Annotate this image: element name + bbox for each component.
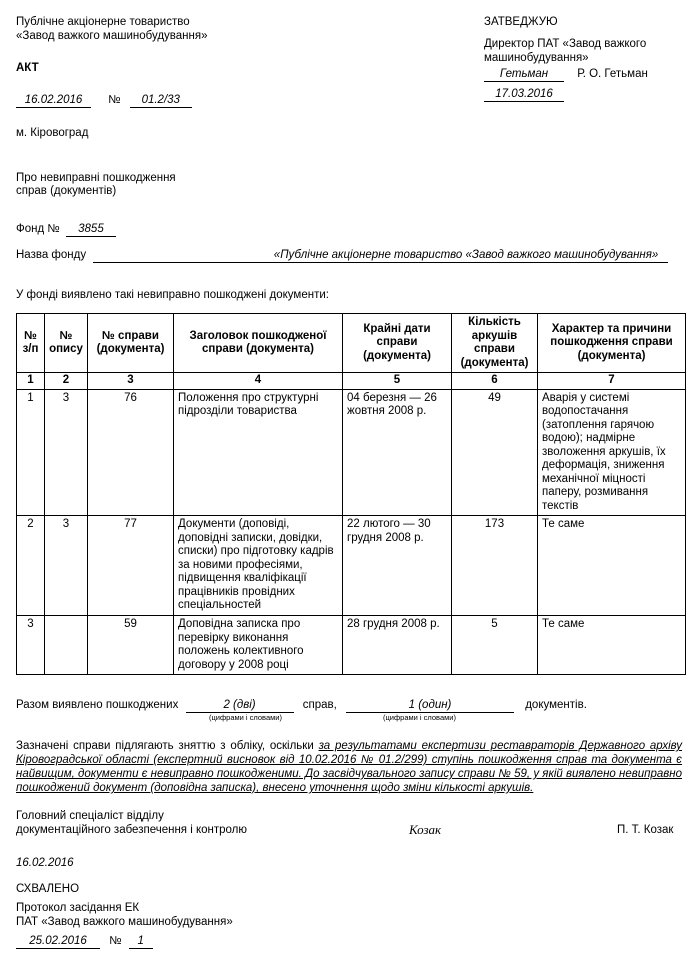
row-damage: Аварія у системі водопостачання (затоплення гарячою водою); надмірне зволоження аркушів, їх деформація, зниження механічної міцності паперу, розмивання текстів (538, 389, 686, 516)
signer-date: 16.02.2016 (16, 857, 74, 869)
table-row (17, 616, 686, 675)
row-inventory: 3 (45, 389, 88, 516)
approved-number: 1 (129, 935, 153, 949)
row-sheets: 5 (452, 616, 538, 675)
doc-type: АКТ (16, 62, 39, 74)
row-dates: 28 грудня 2008 р. (343, 616, 452, 675)
approved-title: СХВАЛЕНО (16, 883, 80, 895)
approval-title: ЗАТВЕДЖУЮ (484, 16, 558, 28)
table-row (17, 389, 686, 516)
row-damage: Те саме (538, 516, 686, 616)
col-number: 7 (538, 373, 686, 390)
approval-date: 17.03.2016 (484, 88, 564, 102)
total-line (16, 699, 587, 713)
total-docs-word: документів. (525, 699, 587, 711)
col-number: 5 (343, 373, 452, 390)
approved-date-number (16, 935, 153, 949)
city: м. Кіровоград (16, 127, 89, 139)
signer-signature: Козак (409, 822, 442, 837)
removal-paragraph (16, 739, 682, 795)
row-inventory (45, 616, 88, 675)
header-case: № справи (документа) (88, 314, 174, 373)
row-sheets: 49 (452, 389, 538, 516)
header-damage: Характер та причини пошкодження справи (документа) (538, 314, 686, 373)
total-cases-hint: (цифрами і словами) (209, 713, 282, 722)
col-number: 4 (174, 373, 343, 390)
removal-text: Зазначені справи підлягають зняттю з обліку, оскільки (16, 740, 314, 752)
intro-text: У фонді виявлено такі невиправно пошкоджені документи: (16, 289, 329, 301)
approved-line2: ПАТ «Завод важкого машинобудування» (16, 916, 233, 928)
number-label: № (108, 94, 121, 106)
table-row (17, 516, 686, 616)
approved-number-label: № (109, 935, 122, 947)
row-no: 1 (17, 389, 45, 516)
table-header-row (17, 314, 686, 373)
header-sheets: Кількість аркушів справи (документа) (452, 314, 538, 373)
signer-position-line1: Головний спеціаліст відділу (16, 810, 164, 822)
removal-reason: за результатами експертизи реставраторів Державного архіву Кіровоградської області (експертний висновок від 10.02.2016 № 01.2/299) ступінь пошкодження справ та документа є найвищим, документи є невиправно пошкодженими. До засвідчувального запису справи № 59, у якій виявлено невиправно пошкоджений документ (доповідна записка), внесено уточнення щодо зміни кількості аркушів. (16, 740, 682, 794)
header-title: Заголовок пошкодженої справи (документа) (174, 314, 343, 373)
signer-position-line2: документаційного забезпечення і контролю (16, 824, 248, 836)
subject-line2: справ (документів) (16, 185, 117, 197)
org-name-line2: «Завод важкого машинобудування» (16, 30, 208, 42)
total-cases-word: справ, (302, 699, 337, 711)
approval-name: Р. О. Гетьман (577, 68, 648, 80)
doc-number: 01.2/33 (130, 94, 192, 108)
total-docs: 1 (один) (346, 699, 514, 713)
row-dates: 04 березня — 26 жовтня 2008 р. (343, 389, 452, 516)
doc-date-number (16, 94, 192, 108)
fund-name-label: Назва фонду (16, 249, 87, 261)
fund-name: «Публічне акціонерне товариство «Завод важкого машинобудування» (93, 249, 668, 263)
approval-date-line (484, 88, 564, 102)
row-dates: 22 лютого — 30 грудня 2008 р. (343, 516, 452, 616)
fund-number-line (16, 223, 116, 237)
row-no: 3 (17, 616, 45, 675)
fund-name-line (16, 249, 668, 263)
signer-name: П. Т. Козак (617, 824, 674, 836)
total-docs-hint: (цифрами і словами) (383, 713, 456, 722)
damaged-documents-table (16, 313, 686, 675)
row-inventory: 3 (45, 516, 88, 616)
header-inventory: № опису (45, 314, 88, 373)
org-name-line1: Публічне акціонерне товариство (16, 16, 190, 28)
total-cases: 2 (дві) (186, 699, 294, 713)
col-number: 3 (88, 373, 174, 390)
total-prefix: Разом виявлено пошкоджених (16, 699, 179, 711)
approval-signature-line (484, 68, 648, 82)
subject-line1: Про невиправні пошкодження (16, 172, 176, 184)
row-case: 76 (88, 389, 174, 516)
approved-line1: Протокол засідання ЕК (16, 902, 140, 914)
row-no: 2 (17, 516, 45, 616)
row-sheets: 173 (452, 516, 538, 616)
row-damage: Те саме (538, 616, 686, 675)
row-title: Положення про структурні підрозділи товариства (174, 389, 343, 516)
col-number: 2 (45, 373, 88, 390)
col-number: 6 (452, 373, 538, 390)
approved-date: 25.02.2016 (16, 935, 100, 949)
header-no: № з/п (17, 314, 45, 373)
fund-number-label: Фонд № (16, 223, 60, 235)
doc-date: 16.02.2016 (16, 94, 91, 108)
header-dates: Крайні дати справи (документа) (343, 314, 452, 373)
col-number: 1 (17, 373, 45, 390)
approval-position-line1: Директор ПАТ «Завод важкого (484, 38, 647, 50)
row-case: 59 (88, 616, 174, 675)
approval-position-line2: машинобудування» (484, 52, 589, 64)
approval-signature: Гетьман (484, 68, 564, 82)
row-title: Документи (доповіді, доповідні записки, довідки, списки) про підготовку кадрів за новими професіями, підвищення кваліфікації працівників провідних спеціальностей (174, 516, 343, 616)
row-case: 77 (88, 516, 174, 616)
row-title: Доповідна записка про перевірку виконання положень колективного договору у 2008 році (174, 616, 343, 675)
column-numbers-row (17, 373, 686, 390)
fund-number: 3855 (66, 223, 116, 237)
